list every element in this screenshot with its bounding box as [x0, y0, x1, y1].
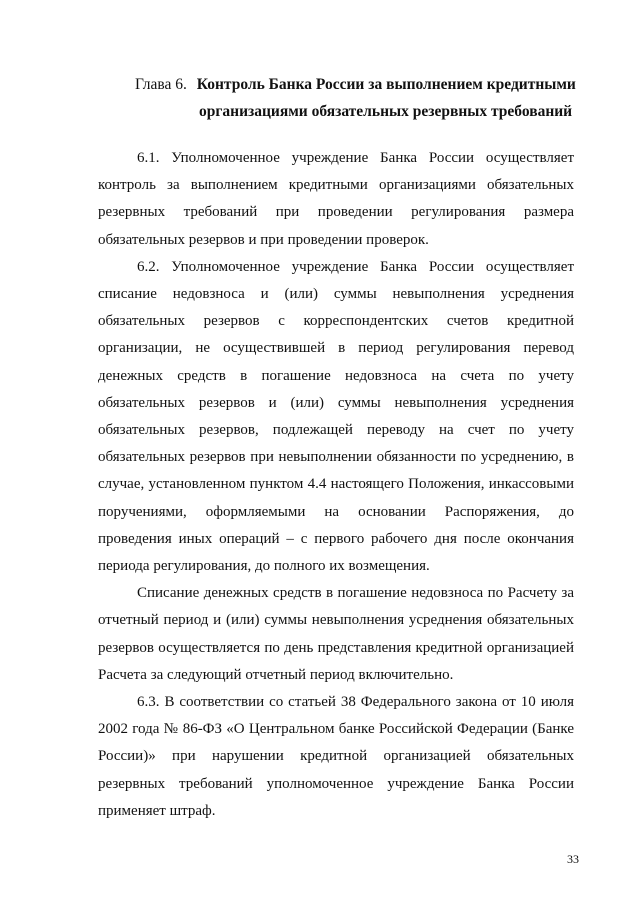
paragraph-6-2: 6.2. Уполномоченное учреждение Банка России осуществляет списание недовзноса и (или) суммы невыполнения усреднения обязательных резервов с корреспондентских счетов кредитной организации, не осуществившей в период регулирования перевод денежных средств в погашение недовзноса на счета по учету обязательных резервов и (или) суммы невыполнения усреднения обязательных резервов, подлежащей переводу на счет по учету обязательных резервов при невыполнении обязанности по усреднению, в случае, установленном пунктом 4.4 настоящего Положения, инкассовыми поручениями, оформляемыми на основании Распоряжения, до проведения иных операций – с первого рабочего дня после окончания периода регулирования, до полного их возмещения.	[98, 258, 574, 575]
body-text	[98, 145, 574, 825]
chapter-title-part-1: Контроль Банка России за выполнением кредитными	[196, 76, 576, 93]
chapter-title-part-2: организациями обязательных резервных требований	[199, 103, 573, 120]
page-number: 33	[567, 852, 579, 866]
paragraph-6-3: 6.3. В соответствии со статьей 38 Федерального закона от 10 июля 2002 года № 86-ФЗ «О Центральном банке Российской Федерации (Банке России)» при нарушении кредитной организацией обязательных резервных требований уполномоченное учреждение Банка России применяет штраф.	[98, 694, 574, 819]
chapter-label: Глава 6.	[135, 76, 187, 93]
chapter-heading-line-1	[135, 71, 576, 98]
paragraph-6-1: 6.1. Уполномоченное учреждение Банка России осуществляет контроль за выполнением кредитными организациями обязательных резервных требований при проведении регулирования размера обязательных резервов и при проведении проверок.	[98, 150, 574, 248]
paragraph-6-2-continued: Списание денежных средств в погашение недовзноса по Расчету за отчетный период и (или) суммы невыполнения усреднения обязательных резервов осуществляется по день представления кредитной организацией Расчета за следующий отчетный период включительно.	[98, 585, 574, 683]
